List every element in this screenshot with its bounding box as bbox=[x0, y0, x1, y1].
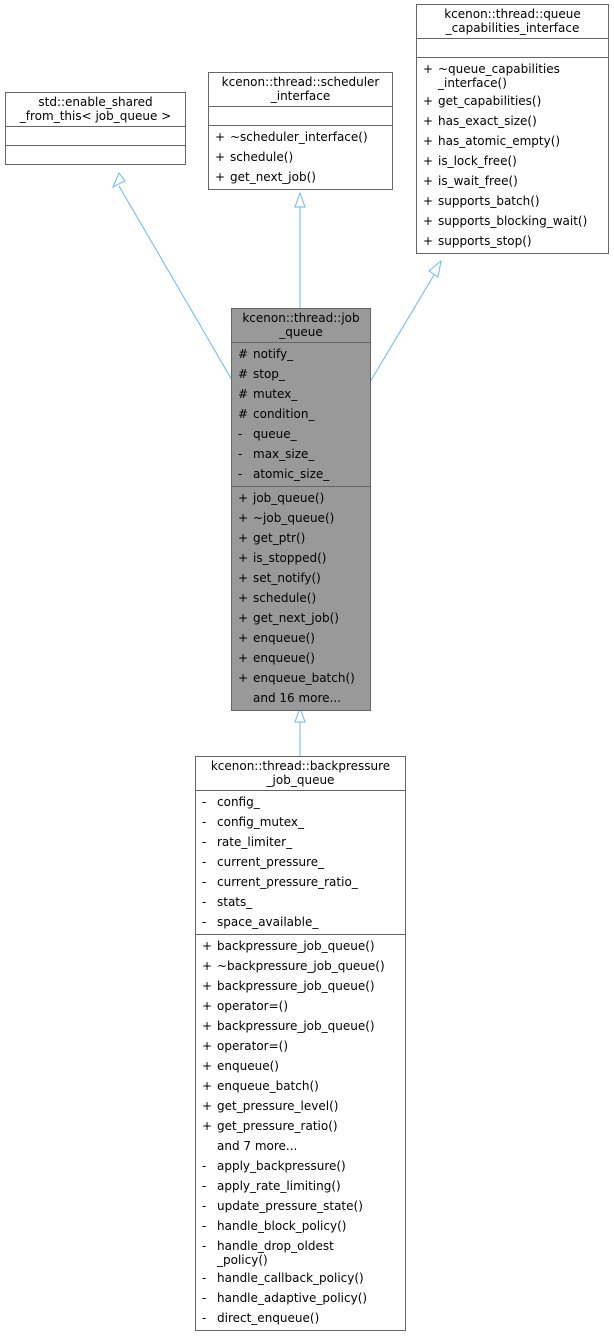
member-name: current_pressure_ bbox=[217, 855, 325, 869]
visibility-marker: + bbox=[202, 1079, 213, 1093]
method-row[interactable] bbox=[209, 147, 392, 167]
attributes-section bbox=[196, 790, 405, 934]
member-name: max_size_ bbox=[253, 447, 315, 461]
visibility-marker: - bbox=[202, 1179, 207, 1193]
visibility-marker: + bbox=[202, 979, 213, 993]
method-row[interactable] bbox=[232, 648, 370, 668]
member-name: update_pressure_state() bbox=[217, 1199, 363, 1213]
member-name: ~job_queue() bbox=[253, 511, 335, 525]
member-name: notify_ bbox=[253, 347, 294, 361]
attribute-row[interactable] bbox=[196, 812, 405, 832]
edge-job-queue-to-enable-shared bbox=[119, 186, 232, 380]
method-row[interactable] bbox=[417, 111, 608, 131]
attribute-row[interactable] bbox=[232, 444, 370, 464]
method-row[interactable] bbox=[196, 1268, 405, 1288]
visibility-marker: - bbox=[202, 1219, 207, 1233]
visibility-marker: + bbox=[202, 959, 213, 973]
member-name: handle_adaptive_policy() bbox=[217, 1291, 368, 1305]
class-enable-shared-from-this[interactable] bbox=[5, 92, 186, 165]
member-name: apply_backpressure() bbox=[217, 1159, 346, 1173]
member-name: get_capabilities() bbox=[438, 94, 542, 108]
member-name: condition_ bbox=[253, 407, 315, 421]
class-title: kcenon::thread::scheduler _interface bbox=[221, 75, 380, 103]
member-name: get_pressure_ratio() bbox=[217, 1119, 338, 1133]
visibility-marker: + bbox=[238, 591, 249, 605]
method-row[interactable] bbox=[417, 91, 608, 111]
visibility-marker: + bbox=[238, 531, 249, 545]
class-title: std::enable_shared _from_this< job_queue > bbox=[19, 95, 172, 123]
visibility-marker: + bbox=[202, 1119, 213, 1133]
method-row[interactable] bbox=[232, 548, 370, 568]
visibility-marker: - bbox=[202, 1199, 207, 1213]
member-name: current_pressure_ratio_ bbox=[217, 875, 358, 889]
method-row[interactable] bbox=[196, 1176, 405, 1196]
method-row[interactable] bbox=[196, 1288, 405, 1308]
method-row[interactable] bbox=[209, 167, 392, 187]
visibility-marker: + bbox=[238, 511, 249, 525]
method-row[interactable] bbox=[232, 628, 370, 648]
visibility-marker: + bbox=[215, 130, 226, 144]
visibility-marker: + bbox=[423, 214, 434, 228]
visibility-marker: # bbox=[238, 407, 249, 421]
visibility-marker: + bbox=[423, 114, 434, 128]
member-name: ~backpressure_job_queue() bbox=[217, 959, 385, 973]
member-name: ~queue_capabilities _interface() bbox=[438, 62, 560, 90]
member-name: rate_limiter_ bbox=[217, 835, 293, 849]
method-row[interactable] bbox=[232, 508, 370, 528]
class-backpressure-job-queue[interactable] bbox=[195, 756, 406, 1331]
visibility-marker: + bbox=[423, 154, 434, 168]
method-row[interactable] bbox=[232, 568, 370, 588]
method-row[interactable] bbox=[196, 1076, 405, 1096]
member-name: backpressure_job_queue() bbox=[217, 939, 375, 953]
method-row[interactable] bbox=[417, 131, 608, 151]
visibility-marker: + bbox=[202, 1019, 213, 1033]
member-name: and 7 more... bbox=[217, 1139, 298, 1153]
member-name: config_ bbox=[217, 795, 260, 809]
visibility-marker: - bbox=[202, 1159, 207, 1173]
method-row[interactable] bbox=[417, 211, 608, 231]
method-row[interactable] bbox=[196, 1036, 405, 1056]
method-row[interactable] bbox=[417, 191, 608, 211]
member-name: stats_ bbox=[217, 895, 253, 909]
visibility-marker: + bbox=[423, 134, 434, 148]
member-name: handle_callback_policy() bbox=[217, 1271, 364, 1285]
member-name: get_next_job() bbox=[230, 170, 316, 184]
visibility-marker: + bbox=[238, 631, 249, 645]
class-title: kcenon::thread::backpressure _job_queue bbox=[210, 759, 391, 787]
attribute-row[interactable] bbox=[232, 344, 370, 364]
methods-section bbox=[417, 57, 608, 253]
more-members-link[interactable] bbox=[196, 1136, 405, 1156]
member-name: enqueue_batch() bbox=[253, 671, 355, 685]
class-title: kcenon::thread::job _queue bbox=[242, 311, 360, 339]
member-name: enqueue() bbox=[253, 631, 315, 645]
member-name: atomic_size_ bbox=[253, 467, 330, 481]
method-row[interactable] bbox=[232, 528, 370, 548]
method-row[interactable] bbox=[196, 1196, 405, 1216]
attribute-row[interactable] bbox=[232, 424, 370, 444]
visibility-marker: # bbox=[238, 367, 249, 381]
member-name: backpressure_job_queue() bbox=[217, 1019, 375, 1033]
method-row[interactable] bbox=[196, 1096, 405, 1116]
member-name: config_mutex_ bbox=[217, 815, 304, 829]
attribute-row[interactable] bbox=[232, 464, 370, 484]
visibility-marker: - bbox=[202, 1239, 207, 1253]
method-row[interactable] bbox=[196, 1156, 405, 1176]
member-name: schedule() bbox=[253, 591, 317, 605]
method-row[interactable] bbox=[196, 1216, 405, 1236]
attribute-row[interactable] bbox=[196, 912, 405, 932]
visibility-marker: - bbox=[202, 875, 207, 889]
attribute-row[interactable] bbox=[196, 872, 405, 892]
visibility-marker: + bbox=[238, 671, 249, 685]
method-row[interactable] bbox=[417, 59, 608, 91]
member-name: job_queue() bbox=[253, 491, 325, 505]
attributes-section bbox=[232, 342, 370, 486]
visibility-marker: + bbox=[215, 170, 226, 184]
methods-section bbox=[196, 934, 405, 1330]
member-name: get_next_job() bbox=[253, 611, 339, 625]
member-name: has_exact_size() bbox=[438, 114, 537, 128]
visibility-marker: - bbox=[238, 447, 243, 461]
attributes-section bbox=[417, 38, 608, 57]
visibility-marker: + bbox=[423, 62, 434, 76]
class-queue-capabilities-interface[interactable] bbox=[416, 4, 609, 254]
visibility-marker: # bbox=[238, 387, 249, 401]
visibility-marker: - bbox=[202, 855, 207, 869]
visibility-marker: - bbox=[202, 915, 207, 929]
more-members-link[interactable] bbox=[232, 688, 370, 708]
member-name: supports_batch() bbox=[438, 194, 540, 208]
member-name: queue_ bbox=[253, 427, 297, 441]
member-name: schedule() bbox=[230, 150, 294, 164]
visibility-marker: - bbox=[202, 1271, 207, 1285]
member-name: space_available_ bbox=[217, 915, 319, 929]
member-name: and 16 more... bbox=[253, 691, 342, 705]
attribute-row[interactable] bbox=[232, 404, 370, 424]
visibility-marker: - bbox=[202, 895, 207, 909]
visibility-marker: + bbox=[423, 234, 434, 248]
attributes-section bbox=[209, 106, 392, 125]
attribute-row[interactable] bbox=[232, 364, 370, 384]
method-row[interactable] bbox=[196, 976, 405, 996]
visibility-marker: - bbox=[238, 467, 243, 481]
member-name: supports_stop() bbox=[438, 234, 532, 248]
visibility-marker: + bbox=[423, 94, 434, 108]
attribute-row[interactable] bbox=[232, 384, 370, 404]
method-row[interactable] bbox=[232, 608, 370, 628]
visibility-marker: + bbox=[238, 611, 249, 625]
visibility-marker: + bbox=[202, 939, 213, 953]
member-name: get_ptr() bbox=[253, 531, 306, 545]
member-name: enqueue() bbox=[217, 1059, 279, 1073]
method-row[interactable] bbox=[232, 488, 370, 508]
method-row[interactable] bbox=[196, 936, 405, 956]
attribute-row[interactable] bbox=[196, 832, 405, 852]
member-name: backpressure_job_queue() bbox=[217, 979, 375, 993]
class-title: kcenon::thread::queue _capabilities_interface bbox=[444, 7, 581, 35]
member-name: stop_ bbox=[253, 367, 285, 381]
method-row[interactable] bbox=[232, 588, 370, 608]
method-row[interactable] bbox=[196, 1308, 405, 1328]
edge-job-queue-to-queue-capabilities bbox=[370, 275, 434, 382]
visibility-marker: # bbox=[238, 347, 249, 361]
attribute-row[interactable] bbox=[196, 852, 405, 872]
visibility-marker: + bbox=[202, 1099, 213, 1113]
member-name: ~scheduler_interface() bbox=[230, 130, 368, 144]
member-name: operator=() bbox=[217, 1039, 289, 1053]
visibility-marker: + bbox=[202, 1039, 213, 1053]
visibility-marker: - bbox=[202, 795, 207, 809]
method-row[interactable] bbox=[196, 996, 405, 1016]
method-row[interactable] bbox=[196, 1116, 405, 1136]
class-scheduler-interface[interactable] bbox=[208, 72, 393, 190]
member-name: enqueue_batch() bbox=[217, 1079, 319, 1093]
visibility-marker: + bbox=[238, 551, 249, 565]
method-row[interactable] bbox=[417, 151, 608, 171]
visibility-marker: - bbox=[202, 835, 207, 849]
member-name: operator=() bbox=[217, 999, 289, 1013]
visibility-marker: - bbox=[202, 815, 207, 829]
edge-arrowhead-scheduler-interface bbox=[295, 193, 305, 207]
methods-section bbox=[209, 125, 392, 189]
visibility-marker: + bbox=[238, 571, 249, 585]
methods-section bbox=[6, 145, 185, 164]
member-name: is_lock_free() bbox=[438, 154, 517, 168]
method-row[interactable] bbox=[209, 127, 392, 147]
member-name: is_stopped() bbox=[253, 551, 327, 565]
method-row[interactable] bbox=[417, 231, 608, 251]
member-name: direct_enqueue() bbox=[217, 1311, 320, 1325]
member-name: has_atomic_empty() bbox=[438, 134, 561, 148]
visibility-marker: + bbox=[202, 1059, 213, 1073]
method-row[interactable] bbox=[196, 956, 405, 976]
method-row[interactable] bbox=[417, 171, 608, 191]
visibility-marker: - bbox=[202, 1311, 207, 1325]
visibility-marker: + bbox=[238, 491, 249, 505]
visibility-marker: - bbox=[202, 1291, 207, 1305]
member-name: enqueue() bbox=[253, 651, 315, 665]
member-name: set_notify() bbox=[253, 571, 321, 585]
edge-arrowhead-queue-capabilities bbox=[429, 261, 441, 277]
method-row[interactable] bbox=[196, 1016, 405, 1036]
visibility-marker: + bbox=[423, 174, 434, 188]
class-job-queue[interactable] bbox=[231, 308, 371, 711]
method-row[interactable] bbox=[196, 1236, 405, 1268]
method-row[interactable] bbox=[196, 1056, 405, 1076]
member-name: mutex_ bbox=[253, 387, 298, 401]
visibility-marker: + bbox=[423, 194, 434, 208]
member-name: handle_block_policy() bbox=[217, 1219, 347, 1233]
visibility-marker: - bbox=[238, 427, 243, 441]
attribute-row[interactable] bbox=[196, 792, 405, 812]
method-row[interactable] bbox=[232, 668, 370, 688]
methods-section bbox=[232, 486, 370, 710]
visibility-marker: + bbox=[238, 651, 249, 665]
attributes-section bbox=[6, 126, 185, 145]
visibility-marker: + bbox=[215, 150, 226, 164]
member-name: handle_drop_oldest _policy() bbox=[217, 1239, 334, 1267]
visibility-marker: + bbox=[202, 999, 213, 1013]
member-name: is_wait_free() bbox=[438, 174, 518, 188]
edge-arrowhead-enable-shared bbox=[113, 173, 125, 187]
attribute-row[interactable] bbox=[196, 892, 405, 912]
member-name: supports_blocking_wait() bbox=[438, 214, 588, 228]
member-name: apply_rate_limiting() bbox=[217, 1179, 341, 1193]
member-name: get_pressure_level() bbox=[217, 1099, 339, 1113]
